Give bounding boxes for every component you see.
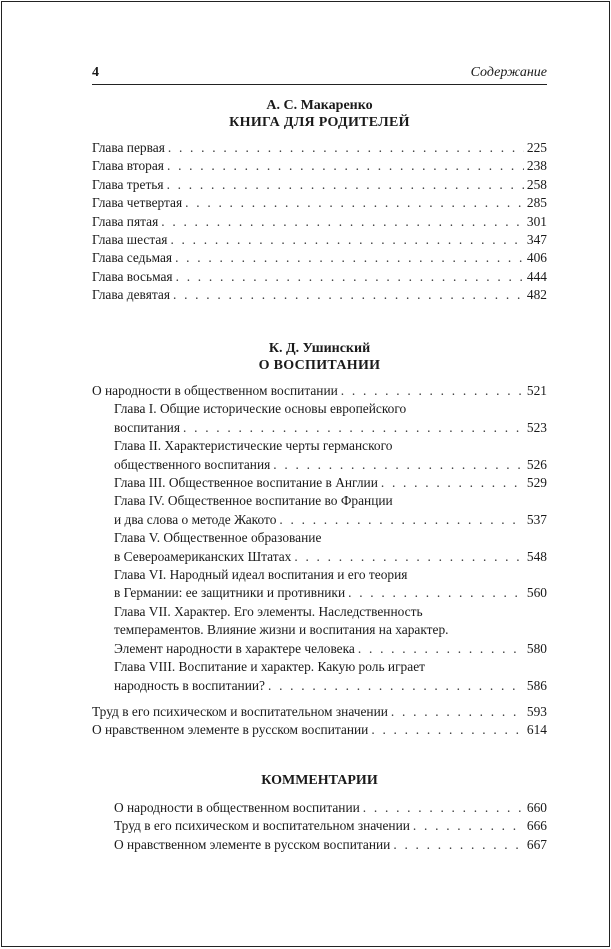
- toc-subentry[interactable]: Глава II. Характеристические черты германского общественного воспитания . . . 526: [92, 437, 547, 474]
- author-makarenko: А. С. Макаренко: [266, 98, 373, 113]
- running-head: [92, 65, 547, 81]
- toc-subentry[interactable]: Глава I. Общие исторические основы европейского воспитания . . . 523: [92, 400, 547, 437]
- toc-entry-part[interactable]: О нравственном элементе в русском воспитании . . . 614: [92, 721, 547, 739]
- toc-entry[interactable]: Глава девятая . . . 482: [92, 286, 547, 304]
- comments-section: [92, 773, 547, 854]
- toc-entry-part[interactable]: О народности в общественном воспитании . . . 521: [92, 382, 547, 400]
- toc-entry[interactable]: Глава третья . . . 258: [92, 176, 547, 194]
- toc-entry[interactable]: О народности в общественном воспитании . . . 660: [114, 799, 547, 817]
- toc-entry[interactable]: Глава четвертая . . . 285: [92, 194, 547, 212]
- toc-entry[interactable]: Глава седьмая . . . 406: [92, 249, 547, 267]
- author-ushinsky: К. Д. Ушинский: [268, 341, 371, 356]
- toc-ushinsky: [92, 382, 547, 740]
- toc-comments: [92, 799, 547, 854]
- toc-subentry[interactable]: Глава VII. Характер. Его элементы. Наследственность темпераментов. Влияние жизни и воспитания на характер. Элемент народности в характере человека . . . 580: [92, 603, 547, 658]
- makarenko-section: [92, 97, 547, 305]
- toc-entry[interactable]: О нравственном элементе в русском воспитании . . . 667: [114, 836, 547, 854]
- book-title-ushinsky: О ВОСПИТАНИИ: [258, 358, 381, 373]
- toc-entry[interactable]: Глава первая . . . 225: [92, 139, 547, 157]
- header-rule: [92, 84, 547, 85]
- ushinsky-section: [92, 340, 547, 740]
- toc-entry[interactable]: Глава шестая . . . 347: [92, 231, 547, 249]
- toc-subentry[interactable]: Глава V. Общественное образование в Североамериканских Штатах . . . 548: [92, 529, 547, 566]
- toc-subentry[interactable]: Глава VIII. Воспитание и характер. Какую роль играет народность в воспитании? . . . 586: [92, 658, 547, 695]
- toc-makarenko: [92, 139, 547, 305]
- book-title-makarenko: КНИГА ДЛЯ РОДИТЕЛЕЙ: [229, 115, 410, 130]
- page-number: 4: [92, 65, 99, 80]
- comments-title: КОММЕНТАРИИ: [261, 773, 378, 788]
- toc-entry-part[interactable]: Труд в его психическом и воспитательном значении . . . 593: [92, 703, 547, 721]
- toc-entry[interactable]: Глава восьмая . . . 444: [92, 268, 547, 286]
- toc-entry[interactable]: Глава вторая . . . 238: [92, 157, 547, 175]
- section-title: Содержание: [470, 65, 547, 80]
- toc-entry[interactable]: Труд в его психическом и воспитательном значении . . . 666: [114, 817, 547, 835]
- toc-entry[interactable]: Глава пятая . . . 301: [92, 213, 547, 231]
- toc-subentry[interactable]: Глава IV. Общественное воспитание во Франции и два слова о методе Жакото . . . 537: [92, 492, 547, 529]
- toc-subentry[interactable]: Глава III. Общественное воспитание в Англии . . . 529: [92, 474, 547, 492]
- book-page: [1, 1, 610, 947]
- toc-subentry[interactable]: Глава VI. Народный идеал воспитания и его теория в Германии: ее защитники и противники . . . 560: [92, 566, 547, 603]
